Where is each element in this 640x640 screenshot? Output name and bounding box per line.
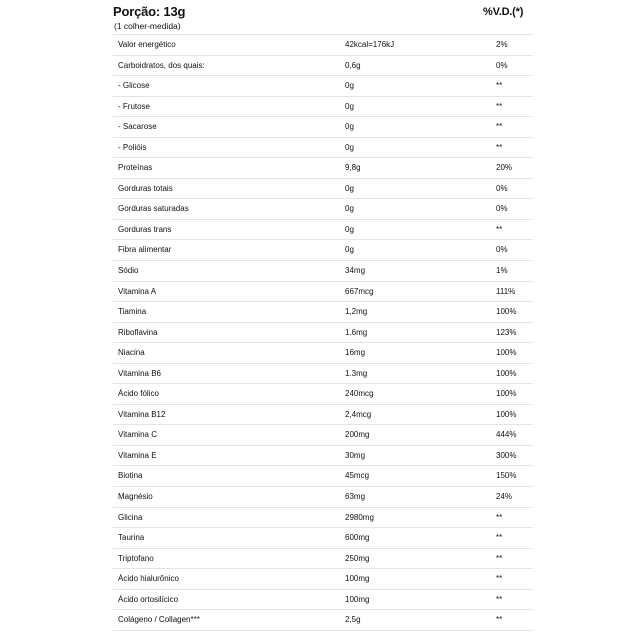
nutrient-amount: 45mcg [345, 471, 370, 481]
nutrient-daily-value: 24% [496, 492, 513, 502]
nutrient-amount: 42kcal=176kJ [345, 40, 395, 49]
nutrient-name: Fibra alimentar [118, 245, 172, 255]
nutrient-daily-value: 0% [496, 245, 508, 255]
table-row [113, 76, 533, 97]
nutrient-amount: 2,4mcg [345, 409, 372, 419]
nutrient-amount: 0g [345, 101, 354, 111]
nutrient-amount: 0,6g [345, 60, 361, 70]
table-row [113, 158, 533, 179]
nutrient-name: Vitamina A [118, 286, 157, 296]
nutrient-daily-value: ** [496, 142, 503, 152]
portion-title: Porção: 13g [113, 4, 186, 19]
nutrient-daily-value: 150% [496, 471, 517, 481]
nutrient-amount: 0g [345, 245, 354, 255]
nutrient-name: Colágeno / Collagen*** [118, 615, 200, 625]
nutrient-amount: 200mg [345, 430, 370, 440]
nutrient-amount: 0g [345, 81, 354, 91]
table-row [113, 610, 533, 631]
daily-value-header: %V.D.(*) [483, 6, 524, 18]
nutrient-name: Valor energético [118, 40, 176, 49]
nutrient-amount: 0g [345, 183, 354, 193]
nutrient-daily-value: ** [496, 224, 503, 234]
nutrient-daily-value: 100% [496, 307, 517, 317]
table-row [113, 97, 533, 118]
nutrition-table [113, 34, 533, 631]
nutrient-name: Triptofano [118, 553, 154, 563]
nutrient-daily-value: 100% [496, 409, 517, 419]
table-row [113, 590, 533, 611]
nutrient-name: Ácido hialurônico [118, 574, 179, 584]
table-row [113, 179, 533, 200]
nutrient-name: Glicina [118, 512, 143, 522]
nutrient-name: - Frutose [118, 101, 151, 111]
nutrient-amount: 0g [345, 204, 354, 214]
nutrient-daily-value: ** [496, 615, 503, 625]
nutrient-name: Magnésio [118, 492, 153, 502]
nutrient-name: Proteínas [118, 163, 153, 173]
nutrient-amount: 34mg [345, 266, 366, 276]
nutrient-amount: 63mg [345, 492, 366, 502]
nutrient-amount: 9,8g [345, 163, 361, 173]
nutrient-daily-value: 100% [496, 348, 517, 358]
nutrient-amount: 100mg [345, 574, 370, 584]
table-row [113, 220, 533, 241]
nutrient-amount: 1,2mg [345, 307, 368, 317]
nutrient-daily-value: 300% [496, 450, 517, 460]
table-row [113, 405, 533, 426]
nutrient-daily-value: 0% [496, 60, 508, 70]
nutrient-daily-value: ** [496, 122, 503, 132]
table-row [113, 138, 533, 159]
nutrient-name: Ácido fólico [118, 389, 159, 399]
nutrient-daily-value: ** [496, 101, 503, 111]
table-row [113, 364, 533, 385]
nutrient-amount: 2980mg [345, 512, 374, 522]
nutrient-daily-value: ** [496, 553, 503, 563]
nutrient-daily-value: 123% [496, 327, 517, 337]
table-row [113, 508, 533, 529]
nutrient-daily-value: 444% [496, 430, 517, 440]
nutrient-amount: 667mcg [345, 286, 374, 296]
nutrient-name: Vitamina B6 [118, 368, 161, 378]
nutrient-name: Gorduras totais [118, 183, 173, 193]
nutrient-name: - Polióis [118, 142, 147, 152]
nutrient-name: Riboflavina [118, 327, 158, 337]
nutrient-name: Sódio [118, 266, 139, 276]
nutrient-amount: 1.3mg [345, 368, 368, 378]
nutrient-daily-value: 111% [496, 286, 516, 296]
nutrient-name: Ácido ortosilícico [118, 594, 179, 604]
nutrient-amount: 2,5g [345, 615, 361, 625]
nutrient-daily-value: ** [496, 574, 503, 584]
nutrient-daily-value: ** [496, 533, 503, 543]
nutrient-daily-value: 0% [496, 183, 508, 193]
nutrient-daily-value: 0% [496, 204, 508, 214]
nutrient-daily-value: 2% [496, 40, 508, 49]
table-row [113, 282, 533, 303]
table-row [113, 261, 533, 282]
nutrient-daily-value: ** [496, 81, 503, 91]
table-row [113, 466, 533, 487]
table-row [113, 569, 533, 590]
nutrient-amount: 250mg [345, 553, 370, 563]
table-row [113, 487, 533, 508]
nutrient-amount: 0g [345, 142, 354, 152]
table-row [113, 343, 533, 364]
nutrient-name: Gorduras saturadas [118, 204, 189, 214]
nutrient-name: Taurina [118, 533, 145, 543]
nutrient-name: - Glicose [118, 81, 150, 91]
table-row [113, 446, 533, 467]
table-row [113, 117, 533, 138]
table-row [113, 56, 533, 77]
nutrient-name: Biotina [118, 471, 143, 481]
nutrient-name: Carboidratos, dos quais: [118, 60, 205, 70]
table-row [113, 323, 533, 344]
table-row [113, 384, 533, 405]
nutrient-name: Vitamina C [118, 430, 157, 440]
table-row [113, 549, 533, 570]
nutrient-daily-value: 20% [496, 163, 513, 173]
nutrient-amount: 600mg [345, 533, 370, 543]
nutrient-amount: 1.6mg [345, 327, 368, 337]
nutrient-name: - Sacarose [118, 122, 157, 132]
table-row [113, 302, 533, 323]
nutrient-name: Gorduras trans [118, 224, 172, 234]
nutrient-daily-value: 100% [496, 389, 517, 399]
table-row [113, 35, 533, 56]
nutrient-daily-value: ** [496, 512, 503, 522]
nutrition-header [113, 4, 533, 32]
nutrient-amount: 30mg [345, 450, 366, 460]
nutrient-amount: 0g [345, 224, 354, 234]
table-row [113, 425, 533, 446]
nutrient-daily-value: 1% [496, 266, 508, 276]
nutrient-daily-value: 100% [496, 368, 517, 378]
nutrient-name: Vitamina B12 [118, 409, 166, 419]
nutrient-amount: 100mg [345, 594, 370, 604]
nutrient-amount: 240mcg [345, 389, 374, 399]
table-row [113, 528, 533, 549]
nutrient-amount: 0g [345, 122, 354, 132]
serving-size: (1 colher-medida) [114, 21, 181, 31]
table-row [113, 199, 533, 220]
nutrient-name: Vitamina E [118, 450, 157, 460]
nutrient-daily-value: ** [496, 594, 503, 604]
nutrient-amount: 16mg [345, 348, 366, 358]
table-row [113, 240, 533, 261]
nutrient-name: Niacina [118, 348, 145, 358]
nutrient-name: Tiamina [118, 307, 147, 317]
